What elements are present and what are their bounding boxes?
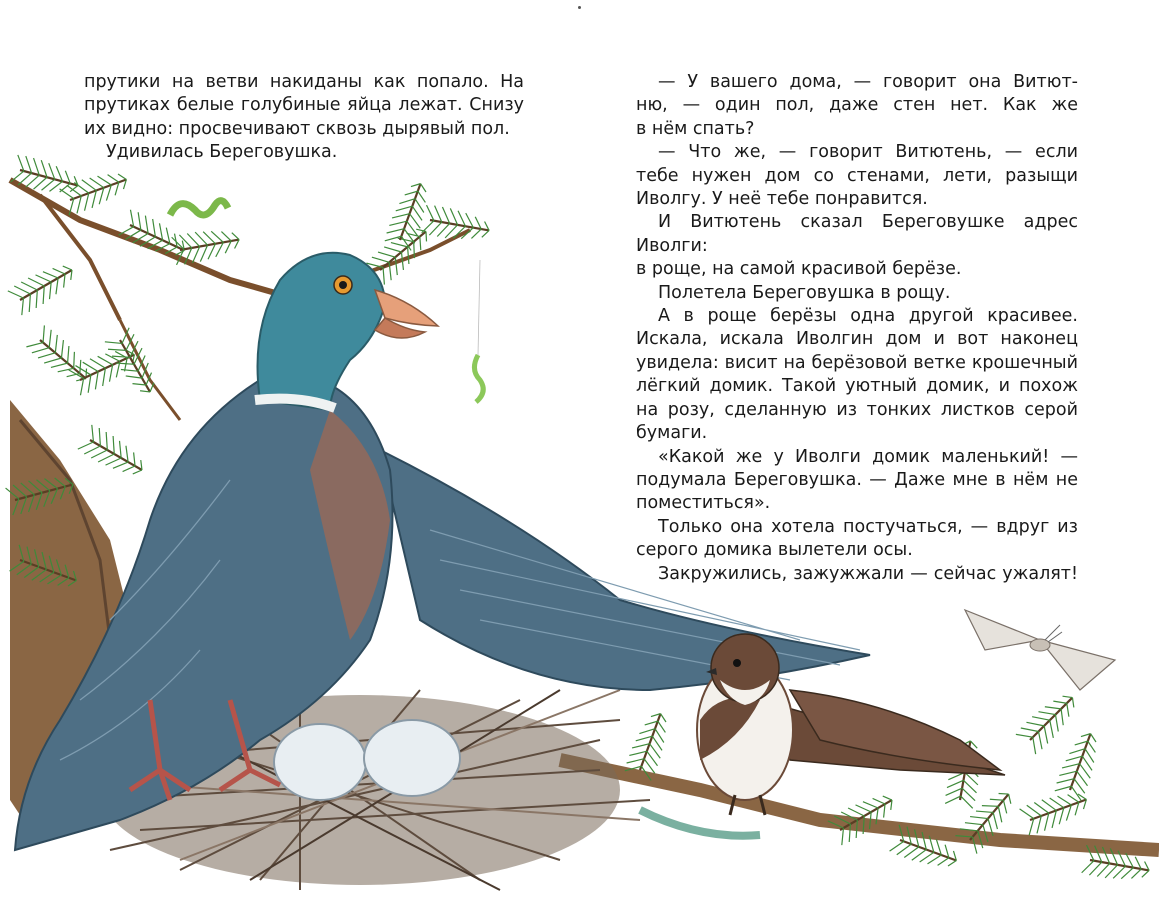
egg — [364, 720, 460, 796]
text-line: «Какой же у Иволги домик маленький! — — [658, 446, 1078, 467]
text-line: бумаги. — [636, 423, 708, 444]
sand-martin — [697, 634, 1005, 815]
text-line: увидела: висит на берёзовой ветке крошечный — [636, 352, 1078, 373]
text-line: тебе нужен дом со стенами, лети, разыщи — [636, 165, 1078, 186]
text-line: серого домика вылетели осы. — [636, 540, 913, 561]
text-line: прутиках белые голубиные яйца лежат. Снизу — [84, 95, 524, 116]
text-line: — Что же, — говорит Витютень, — если — [658, 142, 1078, 163]
left-text-column — [84, 71, 524, 165]
text-line: А в роще берёзы одна другой красивее. — [658, 306, 1078, 327]
moth — [965, 610, 1115, 690]
text-line: в роще, на самой красивой берёзе. — [636, 259, 962, 280]
text-line: Иволгу. У неё тебе понравится. — [636, 189, 928, 210]
text-line: поместиться». — [636, 493, 771, 514]
right-text-column — [636, 71, 1078, 586]
text-line: Искала, искала Иволгин дом и вот наконец — [636, 329, 1078, 350]
text-line: их видно: просвечивают сквозь дырявый пол. — [84, 118, 510, 139]
text-line: подумала Береговушка. — Даже мне в нём не — [636, 469, 1078, 490]
text-line: ню, — один пол, даже стен нет. Как же — [636, 95, 1078, 116]
text-line: лёгкий домик. Такой уютный домик, и похож — [636, 376, 1078, 397]
text-line: на розу, сделанную из тонких листков серой — [636, 399, 1078, 420]
text-line: Закружились, зажужжали — сейчас ужалят! — [658, 563, 1078, 584]
text-line: Удивилась Береговушка. — [106, 142, 338, 163]
text-line: Только она хотела постучаться, — вдруг из — [658, 516, 1078, 537]
text-line: в нём спать? — [636, 118, 755, 139]
text-line: И Витютень сказал Береговушке адрес Иволги: — [636, 212, 1078, 256]
text-line: прутики на ветви накиданы как попало. На — [84, 72, 524, 92]
text-line: Полетела Береговушка в рощу. — [658, 282, 951, 303]
text-line: — У вашего дома, — говорит она Витют- — [658, 72, 1078, 92]
egg — [274, 724, 366, 800]
